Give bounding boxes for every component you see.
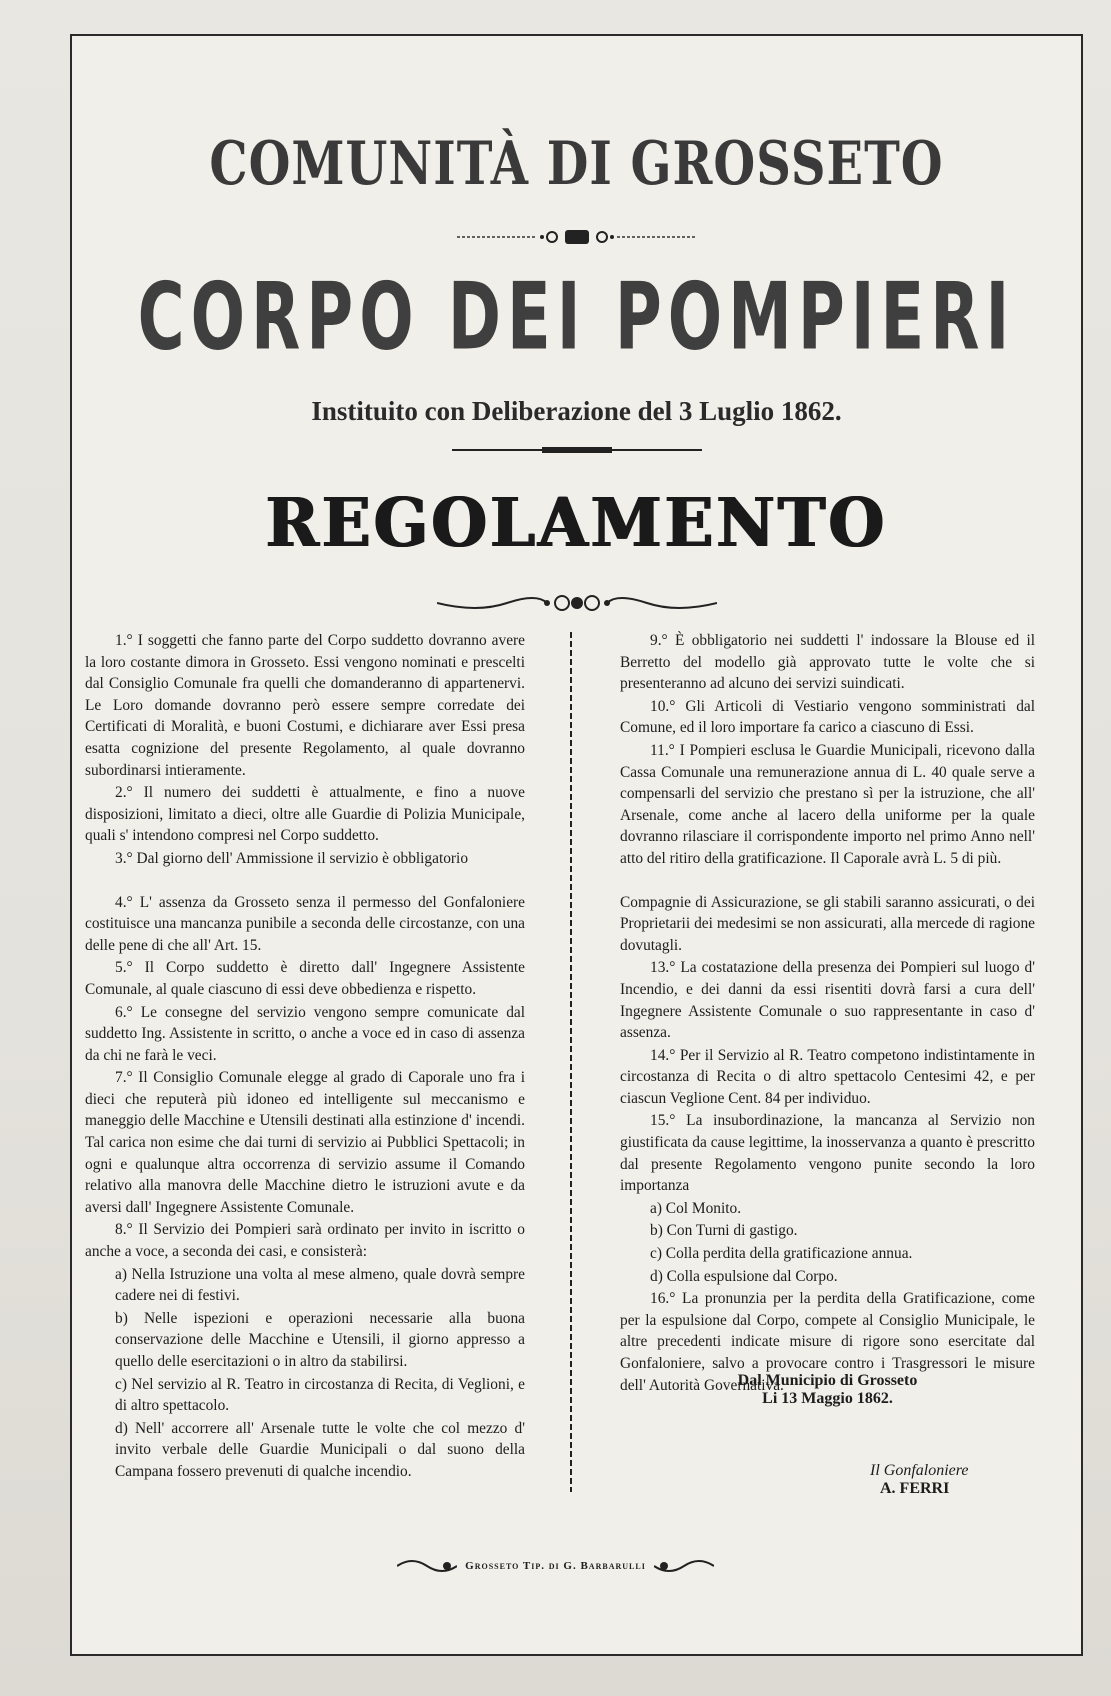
closing-place: Dal Municipio di Grosseto	[737, 1372, 918, 1389]
article-6: 6.° Le consegne del servizio vengono sempre comunicate dal suddetto Ing. Assistente in scritto, o anche a voce ed in caso di assenza da chi ne farà le veci.	[85, 1003, 525, 1064]
article-15-d: d) Colla espulsione dal Corpo.	[650, 1267, 838, 1285]
printer-footer	[0, 1556, 1111, 1576]
article-1: 1.° I soggetti che fanno parte del Corpo suddetto dovranno avere la loro costante dimora in Grosseto. Essi vengono nominati e prescelti dal Consiglio Comunale fra quelli che domanderanno di appartenervi. Le Loro domande dovranno però essere sempre corredate dei Certificati di Moralità, e buoni Costumi, e dichiarare aver Essi presa esatta cognizione del presente Regolamento, al quale dovranno subordinarsi intieramente.	[85, 632, 525, 779]
signatory-name: A. FERRI	[880, 1480, 950, 1497]
flourish-ornament-icon	[457, 226, 697, 248]
article-15: 15.° La insubordinazione, la mancanza al Servizio non giustificata da cause legittime, la inosservanza a quanto è prescritto dal presente Regolamento vengono punite secondo la loro importanza	[620, 1112, 1035, 1195]
regulation-title: REGOLAMENTO	[265, 484, 888, 563]
signatory-role: Il Gonfaloniere	[870, 1462, 969, 1479]
scroll-ornament-icon	[437, 588, 717, 618]
ornament-top	[72, 226, 1081, 253]
column-divider	[566, 632, 576, 1492]
article-16: 16.° La pronunzia per la perdita della Gratificazione, come per la espulsione dal Corpo, compete al Consiglio Municipale, le altre precedenti indicate misure di rigore sono esercitate dal Gonfaloniere, salvo a provocare contro i Trasgressori le misure dell' Autorità Governativa.	[620, 1290, 1035, 1394]
closing-date: Li 13 Maggio 1862.	[762, 1390, 893, 1407]
corps-heading: CORPO DEI POMPIERI	[137, 264, 1016, 372]
article-8-b: b) Nelle ispezioni e operazioni necessarie alla buona conservazione delle Macchine e Utensili, il giorno appresso a quello delle esercitazioni o in altro da stabilirsi.	[115, 1309, 525, 1370]
signature-block	[870, 1462, 969, 1498]
community-heading: COMUNITÀ DI GROSSETO	[209, 129, 944, 199]
article-15-c: c) Colla perdita della gratificazione annua.	[650, 1245, 913, 1263]
right-flourish-icon	[654, 1556, 714, 1576]
left-column	[85, 630, 525, 1484]
ornament-middle	[72, 588, 1081, 623]
article-10: 10.° Gli Articoli di Vestiario vengono somministrati dal Comune, ed il loro importare fa carico a ciascuno di Essi.	[620, 697, 1035, 737]
article-13: 13.° La costatazione della presenza dei Pompieri sul luogo d' Incendio, e dei danni da essi risentiti dovrà farsi a cura dell' Ingegnere Assistente Comunale o suo rappresentante in caso d' assenza.	[620, 959, 1035, 1042]
rule-divider	[72, 442, 1081, 460]
instituted-line: Instituito con Deliberazione del 3 Luglio 1862.	[311, 396, 842, 426]
right-column	[620, 630, 1035, 1397]
article-8-d: d) Nell' accorrere all' Arsenale tutte le volte che col mezzo d' invito verbale delle Guardie Municipali o dal suono della Campana fossero prevenuti di qualche incendio.	[115, 1419, 525, 1480]
article-4: 4.° L' assenza da Grosseto senza il permesso del Gonfaloniere costituisce una mancanza punibile a seconda delle circostanze, con una delle pene di che all' Art. 15.	[85, 893, 525, 954]
article-8-c: c) Nel servizio al R. Teatro in circostanza di Recita, di Veglioni, e di altro spettacolo.	[115, 1375, 525, 1415]
closing-block	[620, 1372, 1035, 1408]
left-flourish-icon	[397, 1556, 457, 1576]
rule-line-icon	[452, 445, 702, 455]
printer-imprint: Grosseto Tip. di G. Barbarulli	[465, 1560, 646, 1572]
article-15-a: a) Col Monito.	[650, 1199, 742, 1217]
article-15-b: b) Con Turni di gastigo.	[650, 1222, 798, 1240]
article-2: 2.° Il numero dei suddetti è attualmente, e fino a nuove disposizioni, limitato a dieci, oltre alle Guardie di Polizia Municipale, quali s' intendono compresi nel Corpo suddetto.	[85, 784, 525, 845]
article-9: 9.° È obbligatorio nei suddetti l' indossare la Blouse ed il Berretto del modello già approvato tutte le volte che si presenteranno ad alcuno dei servizi suindicati.	[620, 632, 1035, 693]
article-14: 14.° Per il Servizio al R. Teatro competono indistintamente in circostanza di Recita o di altro spettacolo Centesimi 42, e per ciascun Veglione Cent. 84 per individuo.	[620, 1046, 1035, 1107]
article-3: 3.° Dal giorno dell' Ammissione il servizio è obbligatorio	[115, 849, 469, 867]
article-8: 8.° Il Servizio dei Pompieri sarà ordinato per invito in iscritto o anche a voce, a seconda dei casi, e consisterà:	[85, 1221, 525, 1261]
article-11: 11.° I Pompieri esclusa le Guardie Municipali, ricevono dalla Cassa Comunale una remunerazione annua di L. 40 quale serve a compensarli del servizio che prestano sì per la istruzione, che all' Arsenale, come anche al lacero della uniforme per la quale dovranno rilasciare il corrispondente importo nel primo Anno nell' atto del ritiro della gratificazione. Il Caporale avrà L. 5 di più.	[620, 741, 1035, 867]
article-7: 7.° Il Consiglio Comunale elegge al grado di Caporale uno fra i dieci che reputerà più idoneo ed intelligente sul meccanismo e maneggio delle Macchine e Utensili destinati alla estinzione d' incendi. Tal carica non esime che dai turni di servizio ai Pubblici Spettacoli; in ogni e qualunque altra occorrenza di servizio assume il Comando relativo alla manovra delle Macchine dietro le istruzioni avute e da aversi dall' Ingegnere Assistente Comunale.	[85, 1069, 525, 1216]
article-5: 5.° Il Corpo suddetto è diretto dall' Ingegnere Assistente Comunale, al quale ciascuno di essi deve obbedienza e rispetto.	[85, 959, 525, 998]
article-12-continuation: Compagnie di Assicurazione, se gli stabili saranno assicurati, o dei Proprietarii dei medesimi se non assicurati, alla mercede di ragione dovutagli.	[620, 893, 1035, 954]
article-8-a: a) Nella Istruzione una volta al mese almeno, quale dovrà sempre cadere nei di festivi.	[115, 1265, 525, 1305]
